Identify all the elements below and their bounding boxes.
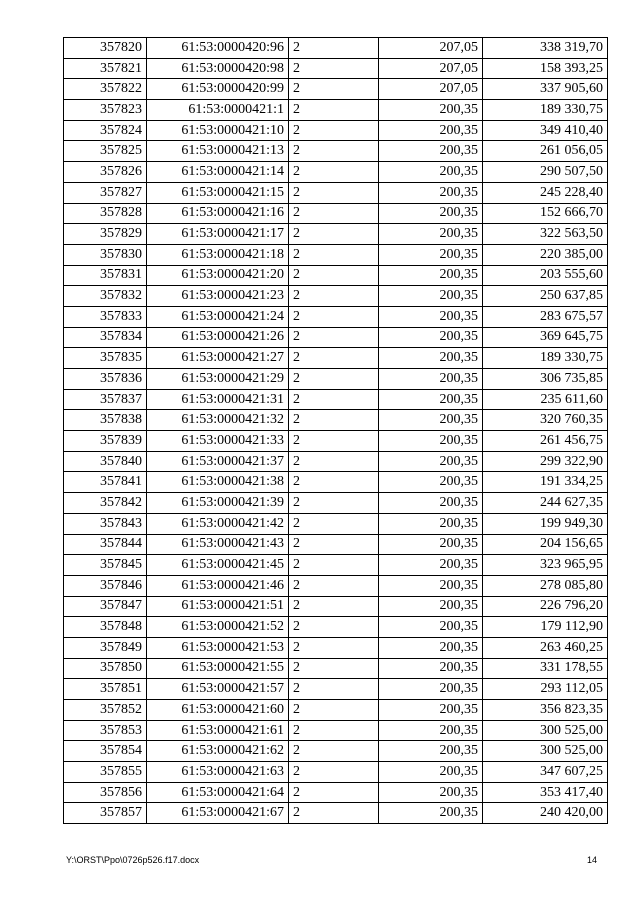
row-number-cell: 357845 bbox=[64, 555, 147, 576]
area-cell: 200,35 bbox=[379, 782, 483, 803]
cost-cell: 293 112,05 bbox=[483, 679, 608, 700]
cadastral-number-cell: 61:53:0000421:32 bbox=[147, 410, 289, 431]
cost-cell: 158 393,25 bbox=[483, 58, 608, 79]
row-number-cell: 357831 bbox=[64, 265, 147, 286]
row-number-cell: 357821 bbox=[64, 58, 147, 79]
table-row bbox=[64, 762, 608, 783]
table-row bbox=[64, 410, 608, 431]
category-cell: 2 bbox=[289, 306, 379, 327]
table-row bbox=[64, 182, 608, 203]
category-cell: 2 bbox=[289, 637, 379, 658]
table-row bbox=[64, 244, 608, 265]
cost-cell: 369 645,75 bbox=[483, 327, 608, 348]
table-row bbox=[64, 286, 608, 307]
area-cell: 200,35 bbox=[379, 513, 483, 534]
table-row bbox=[64, 58, 608, 79]
category-cell: 2 bbox=[289, 472, 379, 493]
cadastral-number-cell: 61:53:0000421:55 bbox=[147, 658, 289, 679]
row-number-cell: 357849 bbox=[64, 637, 147, 658]
area-cell: 200,35 bbox=[379, 306, 483, 327]
row-number-cell: 357846 bbox=[64, 575, 147, 596]
category-cell: 2 bbox=[289, 224, 379, 245]
area-cell: 200,35 bbox=[379, 493, 483, 514]
area-cell: 207,05 bbox=[379, 79, 483, 100]
cadastral-number-cell: 61:53:0000421:62 bbox=[147, 741, 289, 762]
cost-cell: 320 760,35 bbox=[483, 410, 608, 431]
table-row bbox=[64, 803, 608, 824]
row-number-cell: 357832 bbox=[64, 286, 147, 307]
row-number-cell: 357824 bbox=[64, 120, 147, 141]
table-row bbox=[64, 306, 608, 327]
area-cell: 200,35 bbox=[379, 348, 483, 369]
area-cell: 200,35 bbox=[379, 100, 483, 121]
category-cell: 2 bbox=[289, 348, 379, 369]
category-cell: 2 bbox=[289, 431, 379, 452]
cadastral-number-cell: 61:53:0000421:23 bbox=[147, 286, 289, 307]
row-number-cell: 357851 bbox=[64, 679, 147, 700]
row-number-cell: 357853 bbox=[64, 720, 147, 741]
row-number-cell: 357820 bbox=[64, 38, 147, 59]
area-cell: 200,35 bbox=[379, 286, 483, 307]
category-cell: 2 bbox=[289, 658, 379, 679]
table-row bbox=[64, 203, 608, 224]
area-cell: 200,35 bbox=[379, 534, 483, 555]
cost-cell: 283 675,57 bbox=[483, 306, 608, 327]
category-cell: 2 bbox=[289, 762, 379, 783]
cadastral-number-cell: 61:53:0000421:42 bbox=[147, 513, 289, 534]
row-number-cell: 357837 bbox=[64, 389, 147, 410]
row-number-cell: 357855 bbox=[64, 762, 147, 783]
row-number-cell: 357838 bbox=[64, 410, 147, 431]
cadastral-number-cell: 61:53:0000421:57 bbox=[147, 679, 289, 700]
category-cell: 2 bbox=[289, 327, 379, 348]
cost-cell: 299 322,90 bbox=[483, 451, 608, 472]
table-row bbox=[64, 658, 608, 679]
area-cell: 200,35 bbox=[379, 369, 483, 390]
area-cell: 200,35 bbox=[379, 120, 483, 141]
table-row bbox=[64, 100, 608, 121]
footer-file-path: Y:\ORST\Ppo\0726p526.f17.docx bbox=[66, 855, 200, 865]
row-number-cell: 357843 bbox=[64, 513, 147, 534]
cadastral-number-cell: 61:53:0000421:37 bbox=[147, 451, 289, 472]
table-row bbox=[64, 79, 608, 100]
cadastral-number-cell: 61:53:0000421:26 bbox=[147, 327, 289, 348]
table-row bbox=[64, 389, 608, 410]
cost-cell: 349 410,40 bbox=[483, 120, 608, 141]
category-cell: 2 bbox=[289, 617, 379, 638]
table-row bbox=[64, 493, 608, 514]
row-number-cell: 357841 bbox=[64, 472, 147, 493]
cadastral-number-cell: 61:53:0000421:1 bbox=[147, 100, 289, 121]
cost-cell: 278 085,80 bbox=[483, 575, 608, 596]
area-cell: 200,35 bbox=[379, 410, 483, 431]
cost-cell: 204 156,65 bbox=[483, 534, 608, 555]
table-row bbox=[64, 720, 608, 741]
table-row bbox=[64, 265, 608, 286]
row-number-cell: 357848 bbox=[64, 617, 147, 638]
category-cell: 2 bbox=[289, 120, 379, 141]
cadastral-number-cell: 61:53:0000420:96 bbox=[147, 38, 289, 59]
category-cell: 2 bbox=[289, 596, 379, 617]
category-cell: 2 bbox=[289, 369, 379, 390]
area-cell: 200,35 bbox=[379, 224, 483, 245]
cost-cell: 226 796,20 bbox=[483, 596, 608, 617]
cadastral-number-cell: 61:53:0000421:67 bbox=[147, 803, 289, 824]
cost-cell: 347 607,25 bbox=[483, 762, 608, 783]
cadastral-number-cell: 61:53:0000421:53 bbox=[147, 637, 289, 658]
cost-cell: 263 460,25 bbox=[483, 637, 608, 658]
area-cell: 200,35 bbox=[379, 762, 483, 783]
table-row bbox=[64, 637, 608, 658]
row-number-cell: 357830 bbox=[64, 244, 147, 265]
cost-cell: 353 417,40 bbox=[483, 782, 608, 803]
cost-cell: 203 555,60 bbox=[483, 265, 608, 286]
category-cell: 2 bbox=[289, 203, 379, 224]
category-cell: 2 bbox=[289, 803, 379, 824]
category-cell: 2 bbox=[289, 79, 379, 100]
table-row bbox=[64, 741, 608, 762]
cadastral-number-cell: 61:53:0000421:33 bbox=[147, 431, 289, 452]
cadastral-number-cell: 61:53:0000421:63 bbox=[147, 762, 289, 783]
area-cell: 200,35 bbox=[379, 575, 483, 596]
cadastral-number-cell: 61:53:0000421:51 bbox=[147, 596, 289, 617]
row-number-cell: 357835 bbox=[64, 348, 147, 369]
cadastral-number-cell: 61:53:0000421:45 bbox=[147, 555, 289, 576]
row-number-cell: 357844 bbox=[64, 534, 147, 555]
footer-page-number: 14 bbox=[586, 855, 597, 865]
cadastral-number-cell: 61:53:0000421:46 bbox=[147, 575, 289, 596]
category-cell: 2 bbox=[289, 38, 379, 59]
area-cell: 200,35 bbox=[379, 596, 483, 617]
category-cell: 2 bbox=[289, 389, 379, 410]
area-cell: 200,35 bbox=[379, 265, 483, 286]
category-cell: 2 bbox=[289, 700, 379, 721]
area-cell: 200,35 bbox=[379, 203, 483, 224]
cost-cell: 191 334,25 bbox=[483, 472, 608, 493]
area-cell: 200,35 bbox=[379, 141, 483, 162]
table-row bbox=[64, 224, 608, 245]
category-cell: 2 bbox=[289, 782, 379, 803]
category-cell: 2 bbox=[289, 720, 379, 741]
cost-cell: 235 611,60 bbox=[483, 389, 608, 410]
table-row bbox=[64, 596, 608, 617]
cadastral-number-cell: 61:53:0000421:31 bbox=[147, 389, 289, 410]
table-row bbox=[64, 431, 608, 452]
cost-cell: 179 112,90 bbox=[483, 617, 608, 638]
table-row bbox=[64, 369, 608, 390]
area-cell: 200,35 bbox=[379, 472, 483, 493]
cost-cell: 220 385,00 bbox=[483, 244, 608, 265]
cadastral-number-cell: 61:53:0000421:18 bbox=[147, 244, 289, 265]
cost-cell: 152 666,70 bbox=[483, 203, 608, 224]
category-cell: 2 bbox=[289, 182, 379, 203]
cadastral-number-cell: 61:53:0000421:16 bbox=[147, 203, 289, 224]
row-number-cell: 357826 bbox=[64, 162, 147, 183]
row-number-cell: 357839 bbox=[64, 431, 147, 452]
table-row bbox=[64, 575, 608, 596]
table-row bbox=[64, 451, 608, 472]
table-row bbox=[64, 472, 608, 493]
area-cell: 200,35 bbox=[379, 720, 483, 741]
category-cell: 2 bbox=[289, 741, 379, 762]
area-cell: 200,35 bbox=[379, 741, 483, 762]
table-row bbox=[64, 38, 608, 59]
row-number-cell: 357825 bbox=[64, 141, 147, 162]
category-cell: 2 bbox=[289, 58, 379, 79]
row-number-cell: 357822 bbox=[64, 79, 147, 100]
row-number-cell: 357854 bbox=[64, 741, 147, 762]
table-row bbox=[64, 162, 608, 183]
category-cell: 2 bbox=[289, 410, 379, 431]
table-row bbox=[64, 617, 608, 638]
cost-cell: 337 905,60 bbox=[483, 79, 608, 100]
table-row bbox=[64, 534, 608, 555]
cost-cell: 199 949,30 bbox=[483, 513, 608, 534]
category-cell: 2 bbox=[289, 679, 379, 700]
cadastral-number-cell: 61:53:0000421:38 bbox=[147, 472, 289, 493]
cadastral-number-cell: 61:53:0000421:15 bbox=[147, 182, 289, 203]
category-cell: 2 bbox=[289, 493, 379, 514]
table-row bbox=[64, 700, 608, 721]
category-cell: 2 bbox=[289, 265, 379, 286]
cadastral-number-cell: 61:53:0000421:43 bbox=[147, 534, 289, 555]
area-cell: 200,35 bbox=[379, 637, 483, 658]
category-cell: 2 bbox=[289, 162, 379, 183]
area-cell: 207,05 bbox=[379, 58, 483, 79]
category-cell: 2 bbox=[289, 575, 379, 596]
cost-cell: 261 056,05 bbox=[483, 141, 608, 162]
area-cell: 200,35 bbox=[379, 327, 483, 348]
cadastral-number-cell: 61:53:0000421:27 bbox=[147, 348, 289, 369]
cost-cell: 244 627,35 bbox=[483, 493, 608, 514]
cadastral-number-cell: 61:53:0000421:24 bbox=[147, 306, 289, 327]
cadastral-number-cell: 61:53:0000421:17 bbox=[147, 224, 289, 245]
cost-cell: 323 965,95 bbox=[483, 555, 608, 576]
area-cell: 200,35 bbox=[379, 658, 483, 679]
data-table bbox=[63, 37, 608, 824]
row-number-cell: 357850 bbox=[64, 658, 147, 679]
cost-cell: 331 178,55 bbox=[483, 658, 608, 679]
category-cell: 2 bbox=[289, 141, 379, 162]
cadastral-number-cell: 61:53:0000420:99 bbox=[147, 79, 289, 100]
area-cell: 200,35 bbox=[379, 679, 483, 700]
cost-cell: 356 823,35 bbox=[483, 700, 608, 721]
cost-cell: 306 735,85 bbox=[483, 369, 608, 390]
row-number-cell: 357857 bbox=[64, 803, 147, 824]
row-number-cell: 357852 bbox=[64, 700, 147, 721]
cadastral-number-cell: 61:53:0000421:13 bbox=[147, 141, 289, 162]
table-row bbox=[64, 513, 608, 534]
table-row bbox=[64, 327, 608, 348]
category-cell: 2 bbox=[289, 244, 379, 265]
cost-cell: 322 563,50 bbox=[483, 224, 608, 245]
row-number-cell: 357847 bbox=[64, 596, 147, 617]
cost-cell: 290 507,50 bbox=[483, 162, 608, 183]
area-cell: 200,35 bbox=[379, 431, 483, 452]
area-cell: 200,35 bbox=[379, 162, 483, 183]
area-cell: 200,35 bbox=[379, 182, 483, 203]
category-cell: 2 bbox=[289, 100, 379, 121]
cadastral-number-cell: 61:53:0000421:64 bbox=[147, 782, 289, 803]
cadastral-number-cell: 61:53:0000421:39 bbox=[147, 493, 289, 514]
cost-cell: 338 319,70 bbox=[483, 38, 608, 59]
cadastral-number-cell: 61:53:0000421:20 bbox=[147, 265, 289, 286]
category-cell: 2 bbox=[289, 534, 379, 555]
row-number-cell: 357840 bbox=[64, 451, 147, 472]
area-cell: 200,35 bbox=[379, 244, 483, 265]
cadastral-number-cell: 61:53:0000420:98 bbox=[147, 58, 289, 79]
table-row bbox=[64, 679, 608, 700]
table-row bbox=[64, 555, 608, 576]
row-number-cell: 357828 bbox=[64, 203, 147, 224]
row-number-cell: 357842 bbox=[64, 493, 147, 514]
row-number-cell: 357827 bbox=[64, 182, 147, 203]
cost-cell: 250 637,85 bbox=[483, 286, 608, 307]
area-cell: 200,35 bbox=[379, 803, 483, 824]
cadastral-number-cell: 61:53:0000421:29 bbox=[147, 369, 289, 390]
cost-cell: 240 420,00 bbox=[483, 803, 608, 824]
cost-cell: 189 330,75 bbox=[483, 348, 608, 369]
area-cell: 200,35 bbox=[379, 451, 483, 472]
category-cell: 2 bbox=[289, 286, 379, 307]
area-cell: 200,35 bbox=[379, 700, 483, 721]
table-body bbox=[64, 38, 608, 824]
cost-cell: 245 228,40 bbox=[483, 182, 608, 203]
row-number-cell: 357834 bbox=[64, 327, 147, 348]
table-row bbox=[64, 120, 608, 141]
cadastral-number-cell: 61:53:0000421:61 bbox=[147, 720, 289, 741]
category-cell: 2 bbox=[289, 513, 379, 534]
row-number-cell: 357829 bbox=[64, 224, 147, 245]
row-number-cell: 357836 bbox=[64, 369, 147, 390]
cadastral-number-cell: 61:53:0000421:14 bbox=[147, 162, 289, 183]
table-row bbox=[64, 141, 608, 162]
category-cell: 2 bbox=[289, 555, 379, 576]
cost-cell: 261 456,75 bbox=[483, 431, 608, 452]
cost-cell: 300 525,00 bbox=[483, 741, 608, 762]
area-cell: 200,35 bbox=[379, 617, 483, 638]
table-row bbox=[64, 782, 608, 803]
cost-cell: 300 525,00 bbox=[483, 720, 608, 741]
row-number-cell: 357823 bbox=[64, 100, 147, 121]
area-cell: 207,05 bbox=[379, 38, 483, 59]
cadastral-number-cell: 61:53:0000421:60 bbox=[147, 700, 289, 721]
area-cell: 200,35 bbox=[379, 555, 483, 576]
row-number-cell: 357856 bbox=[64, 782, 147, 803]
row-number-cell: 357833 bbox=[64, 306, 147, 327]
cadastral-number-cell: 61:53:0000421:10 bbox=[147, 120, 289, 141]
table-row bbox=[64, 348, 608, 369]
cadastral-number-cell: 61:53:0000421:52 bbox=[147, 617, 289, 638]
cost-cell: 189 330,75 bbox=[483, 100, 608, 121]
area-cell: 200,35 bbox=[379, 389, 483, 410]
category-cell: 2 bbox=[289, 451, 379, 472]
